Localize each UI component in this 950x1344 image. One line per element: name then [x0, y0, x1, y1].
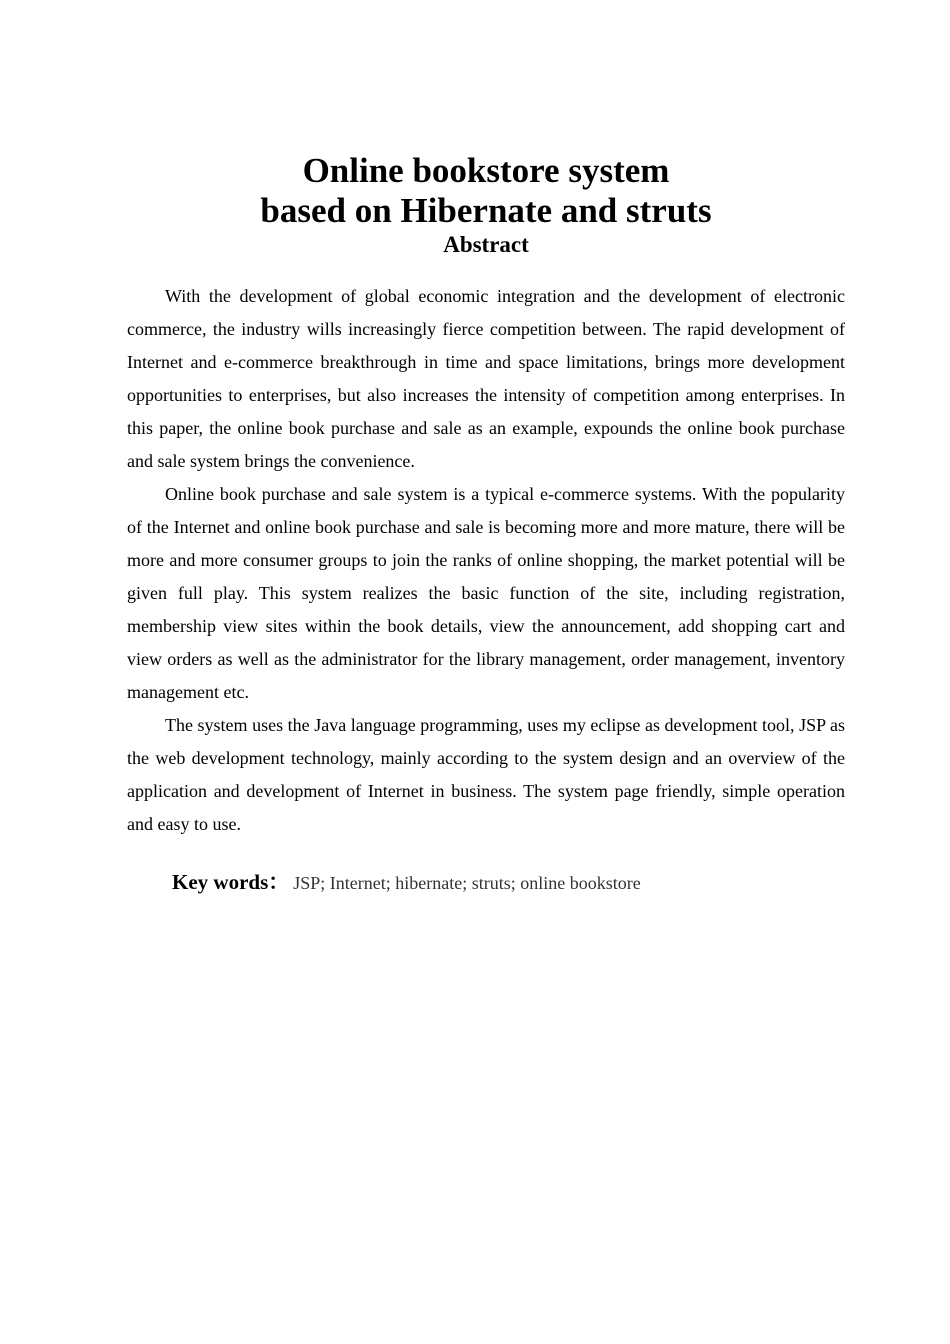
title-line-2: based on Hibernate and struts — [260, 191, 712, 230]
abstract-paragraph-2: Online book purchase and sale system is a typical e-commerce systems. With the popularity of the Internet and online book purchase and sale is becoming more and more mature, there will be more and more consumer groups to join the ranks of online shopping, the market potential will be given full play. This system realizes the basic function of the site, including registration, membership view sites within the book details, view the announcement, add shopping cart and view orders as well as the administrator for the library management, order management, inventory management etc. — [127, 484, 845, 702]
keywords-label: Key words： — [172, 870, 290, 894]
abstract-heading: Abstract — [443, 232, 529, 257]
abstract-paragraph-3: The system uses the Java language programming, uses my eclipse as development tool, JSP as the web development technology, mainly according to the system design and an overview of the application and development of Internet in business. The system page friendly, simple operation and easy to use. — [127, 715, 845, 834]
abstract-paragraph-1: With the development of global economic integration and the development of electronic commerce, the industry wills increasingly fierce competition between. The rapid development of Internet and e-commerce breakthrough in time and space limitations, brings more development opportunities to enterprises, but also increases the intensity of competition among enterprises. In this paper, the online book purchase and sale as an example, expounds the online book purchase and sale system brings the convenience. — [127, 286, 845, 471]
keywords-line — [172, 866, 852, 896]
keywords-value: JSP; Internet; hibernate; struts; online bookstore — [293, 873, 641, 893]
abstract-body — [127, 280, 845, 841]
title-line-1: Online bookstore system — [302, 151, 670, 190]
